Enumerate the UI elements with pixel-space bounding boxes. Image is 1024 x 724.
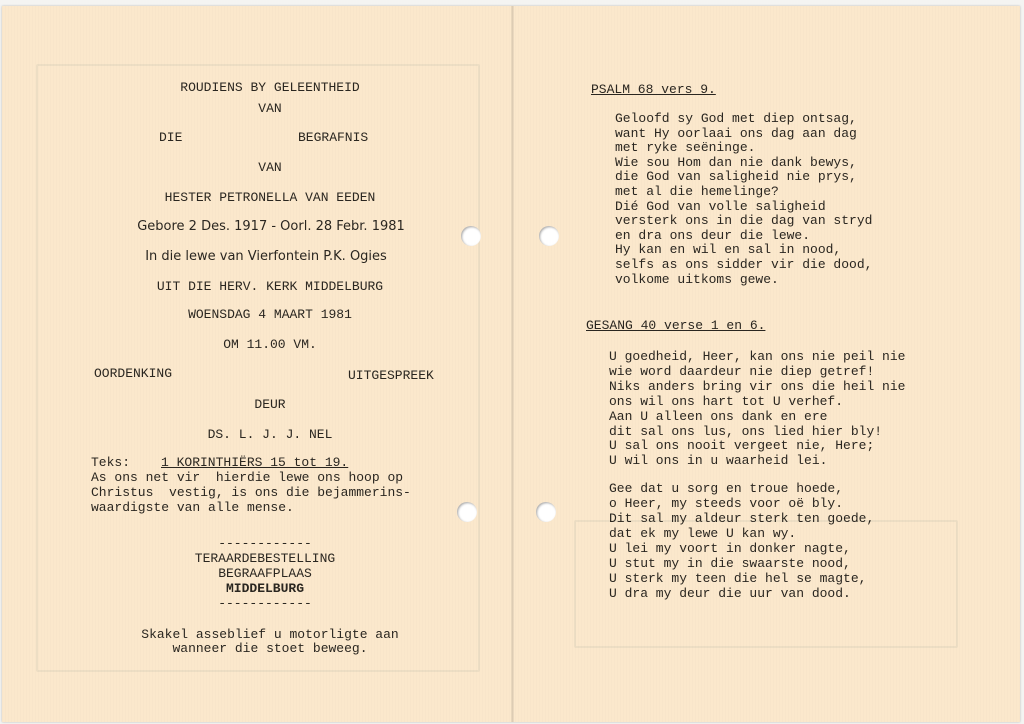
center-fold [511,6,514,722]
gesang-v1-line: U sal ons nooit vergeet nie, Here; [609,438,875,454]
teks-reference: 1 KORINTHIËRS 15 tot 19. [161,455,349,470]
notice-line-1: Skakel asseblief u motorligte aan [141,627,399,642]
service-day: WOENSDAG 4 MAART 1981 [188,307,352,322]
van-line-2: VAN [258,160,282,175]
uitgespreek-label: UITGESPREEK [348,368,434,383]
van-line-1: VAN [258,101,282,116]
church-line: UIT DIE HERV. KERK MIDDELBURG [156,279,384,294]
deceased-name: HESTER PETRONELLA VAN EEDEN [164,190,376,205]
punch-hole-right-top [539,226,559,246]
gesang-v6-line: Gee dat u sorg en troue hoede, [609,481,844,496]
punch-hole-left-bottom [457,502,477,522]
psalm-line: versterk ons in die dag van stryd [615,213,873,229]
gesang-v1-line: Aan U alleen ons dank en ere [609,408,828,424]
gesang-v6-line: U sterk my teen die hel se magte, [609,571,867,586]
spouse-line: In die lewe van Vierfontein P.K. Ogies [145,249,387,264]
gesang-v6-line: dat ek my lewe U kan wy. [609,526,797,541]
gesang-v6-line: Dit sal my aldeur sterk ten goede, [609,511,875,526]
die-label: DIE [159,130,183,145]
gesang-v1-line: U wil ons in u waarheid lei. [609,453,828,469]
gesang-v1-line: dit sal ons lus, ons lied hier bly! [609,423,883,439]
gesang-v1-line: ons wil ons hart tot U verhef. [609,393,844,409]
punch-hole-left-top [461,226,481,246]
burial-line-1: TERAARDEBESTELLING [194,551,336,566]
teks-line-2: Christus vestig, is ons die bejammerins- [91,485,411,500]
notice-line-2: wanneer die stoet beweeg. [172,641,368,656]
psalm-line: Hy kan en wil en sal in nood, [615,242,842,258]
divider-bottom: ------------ [218,596,312,611]
deur-label: DEUR [254,397,286,412]
psalm-title: PSALM 68 vers 9. [591,82,716,97]
psalm-line: Wie sou Hom dan nie dank bewys, [615,154,857,170]
punch-hole-right-bottom [536,502,556,522]
psalm-line: die God van saligheid nie prys, [615,169,857,185]
service-time: OM 11.00 VM. [223,337,317,352]
psalm-line: Dié God van volle saligheid [615,198,826,214]
oordenking-label: OORDENKING [94,366,173,381]
gesang-v6-line: U dra my deur die uur van dood. [609,586,851,601]
psalm-line: met ryke seëninge. [615,140,756,156]
psalm-line: want Hy oorlaai ons dag aan dag [615,125,857,141]
gesang-v6-line: U lei my voort in donker nagte, [609,541,851,556]
burial-line-3: MIDDELBURG [225,581,304,596]
psalm-line: en dra ons deur die lewe. [615,227,811,243]
psalm-line: selfs as ons sidder vir die dood, [615,257,873,272]
psalm-line: Geloofd sy God met diep ontsag, [615,111,857,126]
gesang-v1-line: wie word daardeur nie diep getref! [609,363,875,379]
gesang-v1-line: Niks anders bring vir ons die heil nie [609,378,906,394]
begrafnis-label: BEGRAFNIS [298,130,369,145]
birth-death-dates: Gebore 2 Des. 1917 - Oorl. 28 Febr. 1981 [137,219,405,234]
burial-line-2: BEGRAAFPLAAS [218,566,312,581]
teks-label: Teks: [91,455,131,470]
gesang-title: GESANG 40 verse 1 en 6. [586,318,766,333]
service-title: ROUDIENS BY GELEENTHEID [180,80,360,95]
minister-name: DS. L. J. J. NEL [207,427,333,442]
gesang-v1-line: U goedheid, Heer, kan ons nie peil nie [609,349,906,364]
teks-line-3: waardigste van alle mense. [91,500,294,515]
gesang-v6-line: o Heer, my steeds voor oë bly. [609,496,844,511]
psalm-line: volkome uitkoms gewe. [615,271,779,287]
psalm-line: met al die hemelinge? [615,184,779,199]
divider-top: ------------ [218,536,312,551]
gesang-v6-line: U stut my in die swaarste nood, [609,556,851,571]
teks-line-1: As ons net vir hierdie lewe ons hoop op [91,470,404,485]
